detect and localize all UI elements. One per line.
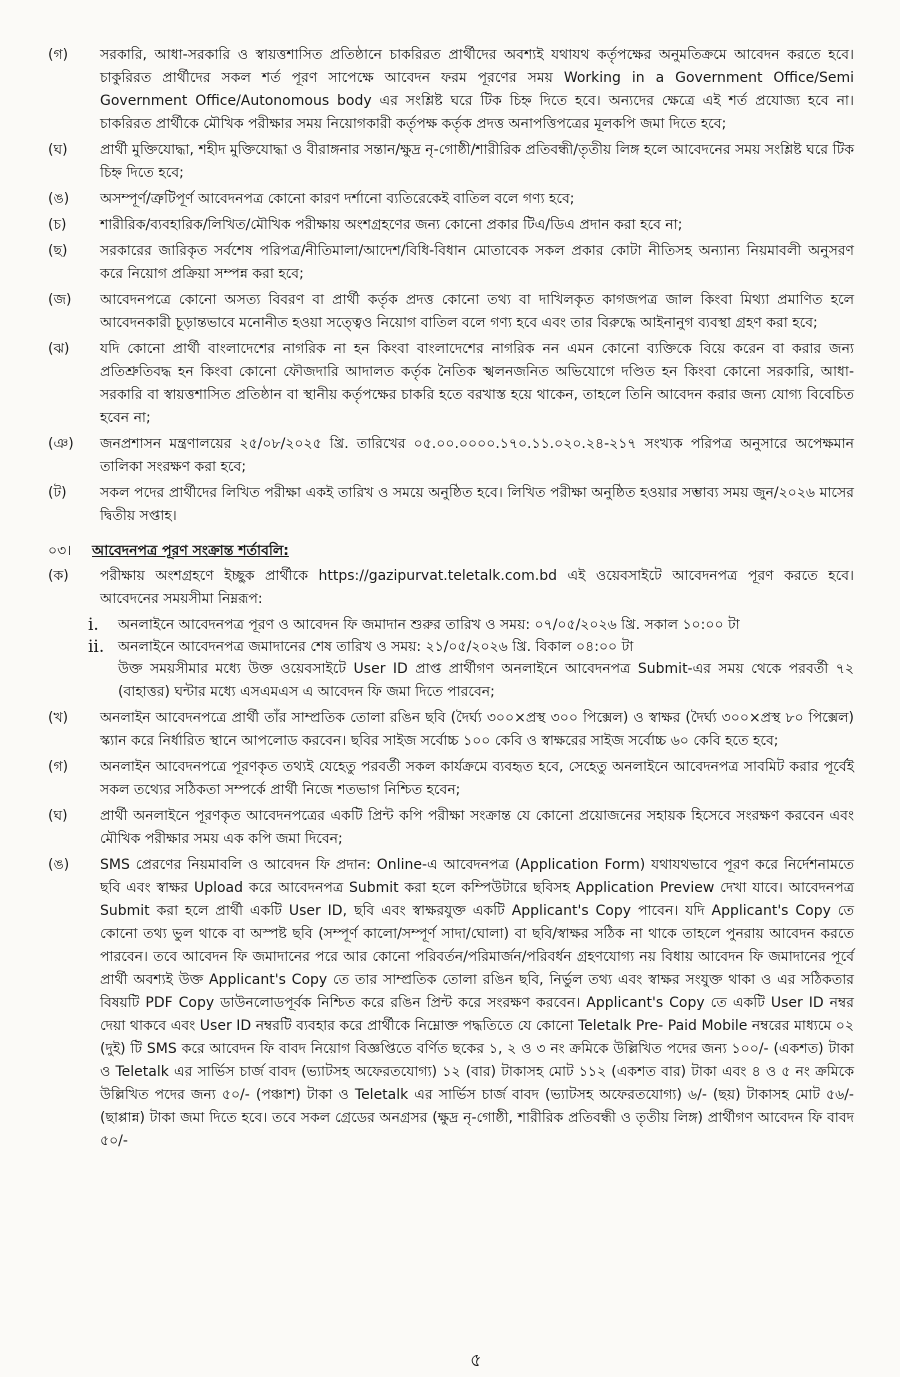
clause-ga <box>48 44 854 136</box>
clause-ga-2 <box>48 756 854 802</box>
section-heading <box>48 540 854 563</box>
clause-text: প্রার্থী মুক্তিযোদ্ধা, শহীদ মুক্তিযোদ্ধা ও বীরাঙ্গনার সন্তান/ক্ষুদ্র নৃ-গোষ্ঠী/শারীরিক প্রতিবন্ধী/তৃতীয় লিঙ্গ হলে আবেদনের সময় সংশ্লিষ্ট ঘরে টিক চিহ্ন দিতে হবে; <box>100 142 854 181</box>
clause-text: সরকারের জারিকৃত সর্বশেষ পরিপত্র/নীতিমালা/আদেশ/বিধি-বিধান মোতাবেক সকল প্রকার কোটা নীতিসহ অন্যান্য নিয়মাবলী অনুসরণ করে নিয়োগ প্রক্রিয়া সম্পন্ন করা হবে; <box>100 243 854 282</box>
clause-marker: (ছ) <box>48 243 68 259</box>
clause-text: পরীক্ষায় অংশগ্রহণে ইচ্ছুক প্রার্থীকে https://gazipurvat.teletalk.com.bd এই ওয়েবসাইটে আবেদনপত্র পূরণ করতে হবে। আবেদনের সময়সীমা নিম্নরূপ: <box>100 568 854 607</box>
clause-marker: (ঙ) <box>48 857 70 873</box>
clause-gha <box>48 139 854 185</box>
subitem-text: অনলাইনে আবেদনপত্র পূরণ ও আবেদন ফি জমাদান শুরুর তারিখ ও সময়: ০৭/০৫/২০২৬ খ্রি. সকাল ১০:০০ টা <box>118 617 740 633</box>
subitem-number: ii. <box>88 637 105 657</box>
clause-marker: (ঘ) <box>48 142 68 158</box>
clause-umo-2 <box>48 854 854 1153</box>
subitem-ii <box>88 636 854 658</box>
clause-text: অনলাইন আবেদনপত্রে পূরণকৃত তথ্যই যেহেতু পরবর্তী সকল কার্যক্রমে ব্যবহৃত হবে, সেহেতু অনলাইনে আবেদনপত্র সাবমিট করার পূর্বেই সকল তথ্যের সঠিকতা সম্পর্কে প্রার্থী নিজে শতভাগ নিশ্চিত হবেন; <box>100 759 854 798</box>
page-number: ৫ <box>470 1350 482 1371</box>
clause-marker: (ঞ) <box>48 436 74 452</box>
clause-gha-2 <box>48 805 854 851</box>
section-number: ০৩। <box>48 543 72 559</box>
section-title: আবেদনপত্র পূরণ সংক্রান্ত শর্তাবলি: <box>92 543 289 559</box>
clause-text: শারীরিক/ব্যবহারিক/লিখিত/মৌখিক পরীক্ষায় অংশগ্রহণের জন্য কোনো প্রকার টিএ/ডিএ প্রদান করা হবে না; <box>100 217 683 233</box>
clause-ta <box>48 482 854 528</box>
clause-chha <box>48 240 854 286</box>
subitem-i <box>88 614 854 636</box>
clause-text: আবেদনপত্রে কোনো অসত্য বিবরণ বা প্রার্থী কর্তৃক প্রদত্ত কোনো তথ্য বা দাখিলকৃত কাগজপত্র জাল কিংবা মিথ্যা প্রমাণিত হলে আবেদনকারী চূড়ান্তভাবে মনোনীত হওয়া সত্ত্বেও নিয়োগ বাতিল বলে গণ্য হবে এবং তার বিরুদ্ধে আইনানুগ ব্যবস্থা গ্রহণ করা হবে; <box>100 292 854 331</box>
clause-marker: (ট) <box>48 485 67 501</box>
clause-marker: (জ) <box>48 292 72 308</box>
subitem-text: অনলাইনে আবেদনপত্র জমাদানের শেষ তারিখ ও সময়: ২১/০৫/২০২৬ খ্রি. বিকাল ০৪:০০ টা <box>118 639 634 655</box>
clause-marker: (খ) <box>48 710 69 726</box>
clause-text: সরকারি, আধা-সরকারি ও স্বায়ত্তশাসিত প্রতিষ্ঠানে চাকরিরত প্রার্থীদের অবশ্যই যথাযথ কর্তৃপক্ষের অনুমতিক্রমে আবেদন করতে হবে। চাকুরিরত প্রার্থীদের সকল শর্ত পূরণ সাপেক্ষে আবেদন ফরম পূরণের সময় Working in a Government Office/Semi Government Office/Autonomous body এর সংশ্লিষ্ট ঘরে টিক চিহ্ন দিতে হবে। অন্যদের ক্ষেত্রে এই শর্ত প্রযোজ্য হবে না। চাকরিরত প্রার্থীকে মৌখিক পরীক্ষার সময় নিয়োগকারী কর্তৃপক্ষ কর্তৃক প্রদত্ত অনাপত্তিপত্রের মূলকপি জমা দিতে হবে; <box>100 47 854 132</box>
clause-marker: (ক) <box>48 568 69 584</box>
clause-marker: (গ) <box>48 759 69 775</box>
clause-text: অসম্পূর্ণ/ত্রুটিপূর্ণ আবেদনপত্র কোনো কারণ দর্শানো ব্যতিরেকেই বাতিল বলে গণ্য হবে; <box>100 191 575 207</box>
clause-ka <box>48 565 854 611</box>
clause-nio <box>48 433 854 479</box>
items-top <box>48 44 854 528</box>
clause-text: প্রার্থী অনলাইনে পূরণকৃত আবেদনপত্রের একটি প্রিন্ট কপি পরীক্ষা সংক্রান্ত যে কোনো প্রয়োজনের সহায়ক হিসেবে সংরক্ষণ করবেন এবং মৌখিক পরীক্ষার সময় এক কপি জমা দিবেন; <box>100 808 854 847</box>
clause-marker: (গ) <box>48 47 69 63</box>
clause-marker: (ঘ) <box>48 808 68 824</box>
clause-text: সকল পদের প্রার্থীদের লিখিত পরীক্ষা একই তারিখ ও সময়ে অনুষ্ঠিত হবে। লিখিত পরীক্ষা অনুষ্ঠিত হওয়ার সম্ভাব্য সময় জুন/২০২৬ মাসের দ্বিতীয় সপ্তাহ। <box>100 485 854 524</box>
clause-umo <box>48 188 854 211</box>
clause-kha <box>48 707 854 753</box>
subitem-number: i. <box>88 615 99 635</box>
clause-jha <box>48 338 854 430</box>
clause-marker: (ঝ) <box>48 341 70 357</box>
clause-text: জনপ্রশাসন মন্ত্রণালয়ের ২৫/০৮/২০২৫ খ্রি. তারিখের ০৫.০০.০০০০.১৭০.১১.০২০.২৪-২১৭ সংখ্যক পরিপত্র অনুসারে অপেক্ষমান তালিকা সংরক্ষণ করা হবে; <box>100 436 854 475</box>
clause-marker: (ঙ) <box>48 191 70 207</box>
clause-text: যদি কোনো প্রার্থী বাংলাদেশের নাগরিক না হন কিংবা বাংলাদেশের নাগরিক নন এমন কোনো ব্যক্তিকে বিয়ে করেন বা করার জন্য প্রতিশ্রুতিবদ্ধ হন কিংবা কোনো ফৌজদারি আদালত কর্তৃক নৈতিক স্খলনজনিত অভিযোগে দণ্ডিত হন কিংবা কোনো সরকারি, আধা-সরকারি বা স্বায়ত্তশাসিত প্রতিষ্ঠান বা স্থানীয় কর্তৃপক্ষের চাকরি হতে বরখাস্ত হয়ে থাকেন, তাহলে তিনি আবেদন করার জন্য যোগ্য বিবেচিত হবেন না; <box>100 341 854 426</box>
clause-marker: (চ) <box>48 217 67 233</box>
clause-cha <box>48 214 854 237</box>
clause-text: অনলাইন আবেদনপত্রে প্রার্থী তাঁর সাম্প্রতিক তোলা রঙিন ছবি (দৈর্ঘ্য ৩০০×প্রস্থ ৩০০ পিক্সেল) ও স্বাক্ষর (দৈর্ঘ্য ৩০০×প্রস্থ ৮০ পিক্সেল) স্ক্যান করে নির্ধারিত স্থানে আপলোড করবেন। ছবির সাইজ সর্বোচ্চ ১০০ কেবি ও স্বাক্ষরের সাইজ সর্বোচ্চ ৬০ কেবি হতে হবে; <box>100 710 854 749</box>
items-bottom <box>48 707 854 1153</box>
clause-ja <box>48 289 854 335</box>
clause-text: SMS প্রেরণের নিয়মাবলি ও আবেদন ফি প্রদান: Online-এ আবেদনপত্র (Application Form) যথাযথভাবে পূরণ করে নির্দেশনামতে ছবি এবং স্বাক্ষর Upload করে আবেদনপত্র Submit করা হলে কম্পিউটারে ছবিসহ Application Preview দেখা যাবে। আবেদনপত্র Submit করা হলে প্রার্থী একটি User ID, ছবি এবং স্বাক্ষরযুক্ত একটি Applicant's Copy পাবেন। যদি Applicant's Copy তে কোনো তথ্য ভুল থাকে বা অস্পষ্ট ছবি (সম্পূর্ণ কালো/সম্পূর্ণ সাদা/ঘোলা) বা ছবি/স্বাক্ষর সঠিক না থাকে তাহলে পুনরায় আবেদন করতে পারবেন। তবে আবেদন ফি জমাদানের পরে আর কোনো পরিবর্তন/পরিমার্জন/পরিবর্ধন গ্রহণযোগ্য নয় বিধায় আবেদন ফি জমাদানের পূর্বে প্রার্থী অবশ্যই উক্ত Applicant's Copy তে তার সাম্প্রতিক তোলা রঙিন ছবি, নির্ভুল তথ্য এবং স্বাক্ষর সংযুক্ত থাকা ও এর সঠিকতার বিষয়টি PDF Copy ডাউনলোডপূর্বক নিশ্চিত করে রঙিন প্রিন্ট করে সংরক্ষণ করবেন। Applicant's Copy তে একটি User ID নম্বর দেয়া থাকবে এবং User ID নম্বরটি ব্যবহার করে প্রার্থীকে নিম্নোক্ত পদ্ধতিতে যে কোনো Teletalk Pre- Paid Mobile নম্বরের মাধ্যমে ০২ (দুই) টি SMS করে আবেদন ফি বাবদ নিয়োগ বিজ্ঞপ্তিতে বর্ণিত ছকের ১, ২ ও ৩ নং ক্রমিকে উল্লিখিত পদের জন্য ১০০/- (একশত) টাকা ও Teletalk এর সার্ভিস চার্জ বাবদ (ভ্যাটসহ অফেরতযোগ্য) ১২ (বার) টাকাসহ মোট ১১২ (একশত বার) টাকা এবং ৪ ও ৫ নং ক্রমিকে উল্লিখিত পদের জন্য ৫০/- (পঞ্চাশ) টাকা ও Teletalk এর সার্ভিস চার্জ বাবদ (ভ্যাটসহ অফেরতযোগ্য) ৬/- (ছয়) টাকাসহ মোট ৫৬/- (ছাপ্পান্ন) টাকা জমা দিতে হবে। তবে সকল গ্রেডের অনগ্রসর (ক্ষুদ্র নৃ-গোষ্ঠী, শারীরিক প্রতিবন্ধী ও তৃতীয় লিঙ্গ) প্রার্থীগণ আবেদন ফি বাবদ ৫০/- <box>100 857 854 1149</box>
subitem-continuation: উক্ত সময়সীমার মধ্যে উক্ত ওয়েবসাইটে User ID প্রাপ্ত প্রার্থীগণ অনলাইনে আবেদনপত্র Submit-এর সময় থেকে পরবর্তী ৭২ (বাহাত্তর) ঘন্টার মধ্যে এসএমএস এ আবেদন ফি জমা দিতে পারবেন; <box>118 661 854 700</box>
